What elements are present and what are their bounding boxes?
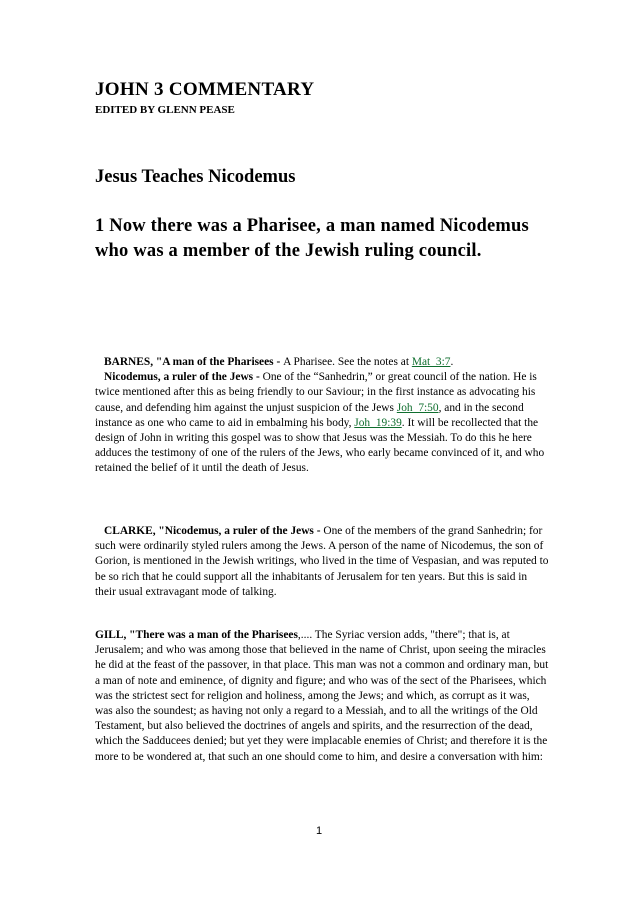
gill-label: GILL, "There was a man of the Pharisees (95, 629, 298, 641)
document-editor: EDITED BY GLENN PEASE (95, 104, 235, 116)
page-number: 1 (315, 825, 323, 837)
barnes-text-3: One of the “Sanhedrin,” or great council of the nation. He is twice mentioned after this as being friendly to our Saviour; in the first instance as advocating his cause, and defending him against the unjust suspicion of the Jews (95, 371, 537, 414)
barnes-text-2: . (450, 356, 454, 368)
section-heading: Jesus Teaches Nicodemus (95, 167, 296, 187)
gill-text: ,.... The Syriac version adds, "there"; that is, at Jerusalem; and who was among those that believed in the name of Christ, upon seeing the miracles he did at the feast of the passover, in that place. This man was not a common and ordinary man, but a man of note and eminence, of dignity and figure; and who was of the sect of the Pharisees, which was the strictest sect for religion and holiness, among the Jews; and which, as corrupt as it was, was also the soundest; as having not only a regard to a Messiah, and to all the writings of the Old Testament, but also believed the doctrines of angels and spirits, and the resurrection of the dead, which the Sadducees denied; but yet they were implacable enemies of Christ; and therefore it is the more to be wondered at, that such an one should come to him, and desire a conversation with him: (95, 629, 549, 763)
gill-commentary (95, 628, 550, 765)
reference-link-joh-19-39[interactable]: Joh_19:39 (354, 416, 402, 429)
document-title: JOHN 3 COMMENTARY (95, 79, 315, 100)
barnes-label-2: Nicodemus, a ruler of the Jews - (104, 371, 263, 384)
clarke-label: CLARKE, "Nicodemus, a ruler of the Jews - (104, 525, 324, 537)
barnes-commentary (95, 355, 550, 477)
barnes-text-1: A Pharisee. See the notes at (283, 356, 412, 368)
verse-text: 1 Now there was a Pharisee, a man named Nicodemus who was a member of the Jewish ruling council. (95, 216, 529, 261)
barnes-text-5: . It will be recollected that the design of John in writing this gospel was to show that Jesus was the Messiah. To do this he here adduces the testimony of one of the rulers of the Jews, who early became convinced of it, and who retained the belief of it until the death of Jesus. (95, 416, 545, 475)
clarke-commentary (95, 524, 550, 600)
barnes-text-4: , and in the second instance as one who came to aid in embalming his body, (95, 401, 524, 429)
reference-link-joh-7-50[interactable]: Joh_7:50 (396, 401, 439, 414)
barnes-label: BARNES, "A man of the Pharisees - (104, 356, 284, 368)
reference-link-mat-3-7[interactable]: Mat_3:7 (411, 356, 451, 368)
clarke-text: One of the members of the grand Sanhedrin; for such were ordinarily styled rulers among the Jews. A person of the name of Nicodemus, the son of Gorion, is mentioned in the Jewish writings, who lived in the time of Vespasian, and was reputed to be so rich that he could support all the inhabitants of Jerusalem for ten years. But this is said in their usual extravagant mode of talking. (95, 525, 549, 598)
